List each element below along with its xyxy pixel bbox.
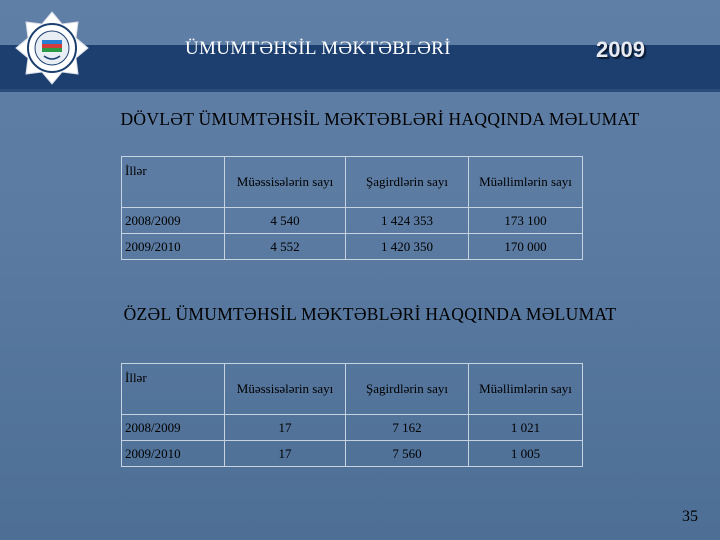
table-cell: 2008/2009 (122, 208, 225, 234)
table-cell: 4 540 (225, 208, 346, 234)
table-cell: 7 560 (346, 441, 469, 467)
column-header: İllər (122, 364, 225, 415)
table-cell: 2009/2010 (122, 441, 225, 467)
table-cell: 17 (225, 415, 346, 441)
emblem-logo (14, 10, 90, 86)
column-header: Şagirdlərin sayı (346, 364, 469, 415)
column-header: Müəllimlərin sayı (469, 157, 583, 208)
table-row (122, 415, 583, 441)
table-cell: 2009/2010 (122, 234, 225, 260)
state-schools-table (121, 156, 583, 260)
table-cell: 1 005 (469, 441, 583, 467)
state-schools-title: DÖVLƏT ÜMUMTƏHSİL MƏKTƏBLƏRİ HAQQINDA MƏLUMAT (120, 109, 640, 129)
table-cell: 1 021 (469, 415, 583, 441)
table-row (122, 208, 583, 234)
table-row (122, 234, 583, 260)
table-cell: 7 162 (346, 415, 469, 441)
private-schools-title: ÖZƏL ÜMUMTƏHSİL MƏKTƏBLƏRİ HAQQINDA MƏLUMAT (123, 304, 617, 324)
column-header: İllər (122, 157, 225, 208)
table-header-row (122, 157, 583, 208)
year-badge: 2009 (596, 37, 645, 62)
header-stripe (0, 89, 720, 92)
table-cell: 173 100 (469, 208, 583, 234)
column-header: Müəllimlərin sayı (469, 364, 583, 415)
page-number: 35 (682, 508, 698, 525)
table-cell: 170 000 (469, 234, 583, 260)
table-cell: 4 552 (225, 234, 346, 260)
table-row (122, 441, 583, 467)
table-header-row (122, 364, 583, 415)
table-cell: 1 420 350 (346, 234, 469, 260)
table-cell: 17 (225, 441, 346, 467)
table-cell: 1 424 353 (346, 208, 469, 234)
column-header: Şagirdlərin sayı (346, 157, 469, 208)
private-schools-table (121, 363, 583, 467)
page-title: ÜMUMTƏHSİL MƏKTƏBLƏRİ (185, 38, 451, 59)
column-header: Müəssisələrin sayı (225, 364, 346, 415)
column-header: Müəssisələrin sayı (225, 157, 346, 208)
table-cell: 2008/2009 (122, 415, 225, 441)
